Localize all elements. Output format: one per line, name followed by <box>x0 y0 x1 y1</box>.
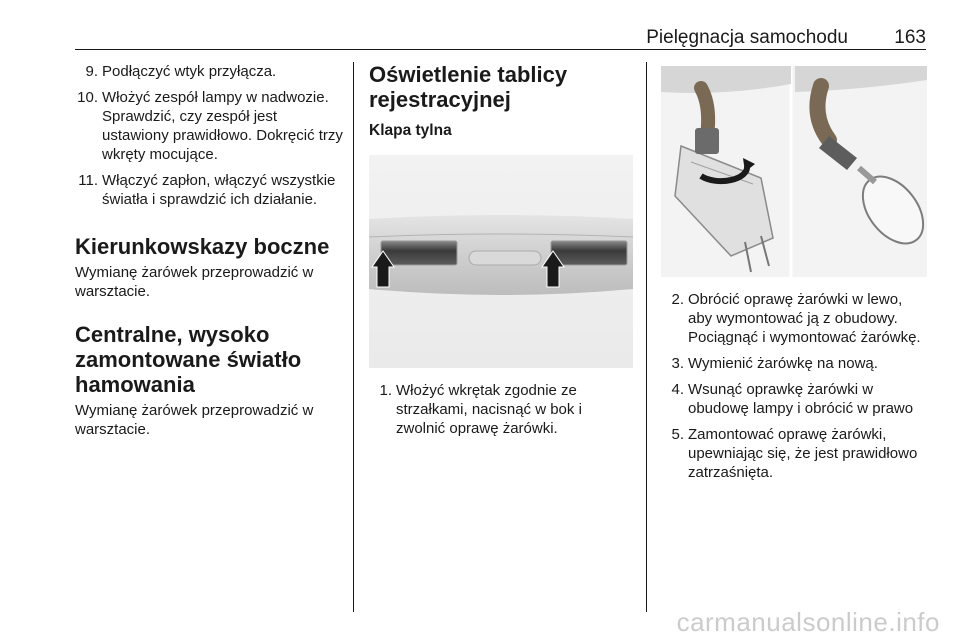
step-text: Zamontować oprawę żarówki, upewniając się, że jest prawidłowo zatrzaśnięta. <box>688 426 918 481</box>
step-item <box>75 62 343 81</box>
section-text: Wymianę żarówek przeprowadzić w warsztacie. <box>75 402 314 438</box>
step-number: 5. <box>671 426 684 443</box>
step-text: Podłączyć wtyk przyłącza. <box>102 63 277 80</box>
step-item <box>75 171 343 209</box>
step-number: 1. <box>379 382 392 399</box>
step-text: Obrócić oprawę żarówki w lewo, aby wymontować ją z obudowy. Pociągnąć i wymontować żarówkę. <box>688 291 921 346</box>
bulb-holder-illustration <box>661 66 927 277</box>
step-item <box>661 380 927 418</box>
section-heading-plate-light: Oświetlenie tablicy rejestracyjnej <box>369 62 568 112</box>
step-text: Włączyć zapłon, włączyć wszystkie światła i sprawdzić ich działanie. <box>102 172 336 208</box>
column-right-steps <box>661 290 927 489</box>
step-text: Wsunąć oprawkę żarówki w obudowę lampy i obrócić w prawo <box>688 381 914 417</box>
step-item <box>75 88 343 164</box>
column-divider <box>646 62 647 612</box>
step-number: 4. <box>671 381 684 398</box>
column-left <box>75 62 343 439</box>
page-header <box>75 27 926 50</box>
step-number: 11. <box>78 172 98 189</box>
step-item <box>661 290 927 347</box>
step-item <box>661 354 927 373</box>
column-divider <box>353 62 354 612</box>
step-number: 9. <box>85 63 98 80</box>
page-title: Pielęgnacja samochodu <box>646 27 848 48</box>
section-heading-side-indicators: Kierunkowskazy boczne <box>75 234 330 259</box>
section-text: Wymianę żarówek przeprowadzić w warsztacie. <box>75 264 314 300</box>
step-item <box>369 381 633 438</box>
step-number: 10. <box>77 89 98 106</box>
watermark: carmanualsonline.info <box>676 607 940 637</box>
step-text: Włożyć zespół lampy w nadwozie. Sprawdzić, czy zespół jest ustawiony prawidłowo. Dokręcić trzy wkręty mocujące. <box>102 89 343 163</box>
column-middle <box>369 62 633 141</box>
step-text: Włożyć wkrętak zgodnie ze strzałkami, nacisnąć w bok i zwolnić oprawę żarówki. <box>396 382 582 437</box>
section-heading-brake-light: Centralne, wysoko zamontowane światło hamowania <box>75 322 302 397</box>
step-item <box>661 425 927 482</box>
step-text: Wymienić żarówkę na nową. <box>688 355 878 372</box>
tailgate-illustration <box>369 155 633 368</box>
step-number: 2. <box>671 291 684 308</box>
subsection-heading: Klapa tylna <box>369 122 452 139</box>
step-number: 3. <box>671 355 684 372</box>
page-number: 163 <box>894 27 926 48</box>
column-middle-steps <box>369 381 633 445</box>
